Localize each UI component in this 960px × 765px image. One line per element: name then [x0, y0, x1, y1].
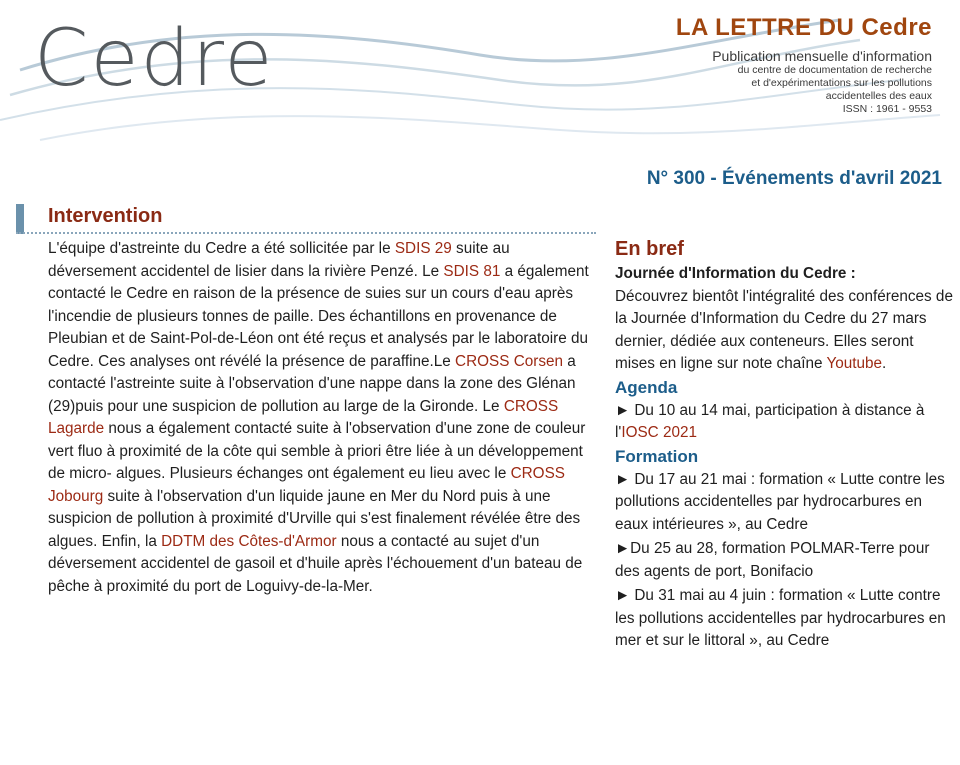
link-sdis-29[interactable]: SDIS 29 [394, 240, 452, 257]
newsletter-desc-line1: du centre de documentation de recherche [737, 64, 932, 76]
link-ddtm-cotes-armor[interactable]: DDTM des Côtes-d'Armor [161, 532, 337, 550]
section-bar [16, 204, 24, 234]
issue-heading: N° 300 - Événements d'avril 2021 [646, 168, 942, 189]
formation-item-3: ► Du 31 mai au 4 juin : formation « Lutte contre les pollutions accidentelles par hydrocarbures en mer et sur le littoral », au Cedre [615, 587, 946, 649]
text-segment: suite à l'observation d'un liquide jaune en Mer du Nord puis à une suspicion de pollution à proximité d'Urville qui s'est finalement révélée être des algues. Enfin, la [48, 487, 581, 550]
formation-item-2: ►Du 25 au 28, formation POLMAR-Terre pour des agents de port, Bonifacio [615, 540, 930, 580]
newsletter-desc-line3: accidentelles des eaux [825, 90, 932, 102]
link-youtube[interactable]: Youtube [826, 355, 883, 372]
newsletter-title: LA LETTRE DU Cedre [675, 14, 932, 41]
link-cross-jobourg[interactable]: CROSS Jobourg [48, 465, 565, 505]
text-segment: ► Du 10 au 14 mai, participation à distance à l' [615, 401, 925, 441]
newsletter-subtitle: Publication mensuelle d'information [712, 48, 932, 64]
text-segment: a contacté l'astreinte suite à l'observation d'une nappe dans la zone des Glénan (29)puis pour une suspicion de pollution au large de la Gironde. Le [48, 352, 576, 415]
journee-info-title: Journée d'Information du Cedre : [615, 265, 856, 282]
text-segment: L'équipe d'astreinte du Cedre a été sollicitée par le [48, 240, 395, 257]
link-cross-corsen[interactable]: CROSS Corsen [455, 352, 564, 370]
text-segment: suite au déversement accidentel de lisier dans la rivière Penzé. Le [48, 240, 510, 280]
en-bref-title: En bref [615, 238, 684, 260]
text-segment: Découvrez bientôt l'intégralité des conférences de la Journée d'Information du Cedre du 27 mars dernier, dédiée aux conteneurs. Elles seront mises en ligne sur note chaîne [615, 287, 953, 372]
text-segment: nous a également contacté suite à l'observation d'une zone de couleur vert fluo à proximité de la côte qui semble à priori être liée à un développement de micro- algues. Plusieurs échanges ont également eu lieu avec le [48, 420, 586, 482]
cedre-logo: Cedre [34, 14, 275, 104]
link-sdis-81[interactable]: SDIS 81 [443, 262, 501, 280]
masthead [676, 14, 932, 116]
intervention-text [48, 238, 598, 598]
link-iosc-2021[interactable]: IOSC 2021 [621, 424, 698, 441]
text-segment: nous a contacté au sujet d'un déversement accidentel de gasoil et d'huile après l'échouement d'un bateau de pêche à proximité du port de Loguivy-de-la-Mer. [48, 532, 583, 595]
agenda-title: Agenda [615, 377, 678, 397]
newsletter-desc-line2: et d'expérimentations sur les pollutions [751, 77, 932, 89]
agenda-item [615, 400, 955, 445]
issn: ISSN : 1961 - 9553 [842, 103, 932, 115]
dotted-divider [16, 232, 596, 234]
right-column [615, 238, 955, 655]
formation-title: Formation [615, 446, 699, 466]
text-segment: . [882, 355, 887, 372]
link-cross-lagarde[interactable]: CROSS Lagarde [48, 397, 559, 437]
text-segment: a également contacté le Cedre en raison de la présence de suies sur un cours d'eau après l'incendie de plusieurs tonnes de paille. Des échantillons en provenance de Pleubian et de Saint-Pol-de-Léon ont été reçus et analysés par le laboratoire du Cedre. Ces analyses ont révélé la présence de paraffine.Le [48, 262, 589, 370]
formation-item-1: ► Du 17 au 21 mai : formation « Lutte contre les pollutions accidentelles par hydrocarbures en eaux intérieures », au Cedre [615, 470, 945, 533]
intervention-title: Intervention [48, 205, 163, 227]
journee-info-text [615, 286, 955, 376]
header [0, 0, 960, 160]
